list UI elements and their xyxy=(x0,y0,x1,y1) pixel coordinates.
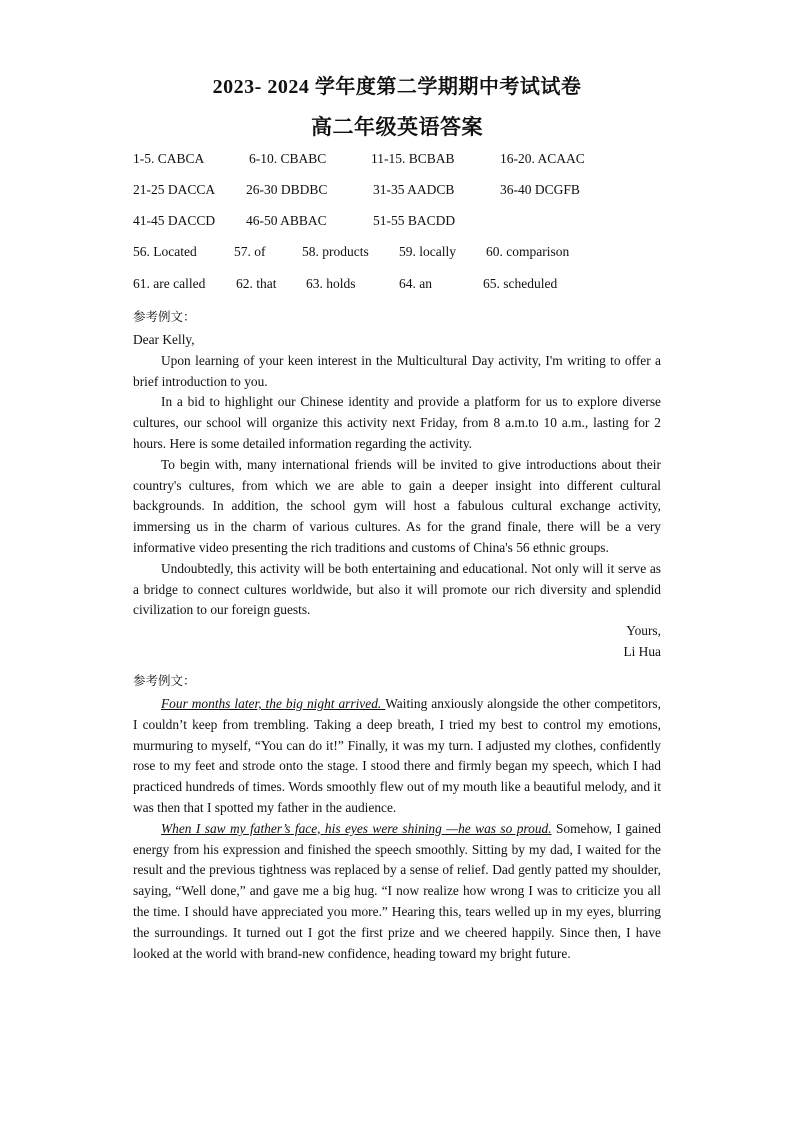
essay1-letter xyxy=(133,330,661,663)
letter-closing: Yours, xyxy=(626,623,661,639)
answer-group: 41-45 DACCD xyxy=(133,213,216,228)
answer-group: 58. products xyxy=(302,244,369,259)
answer-group: 60. comparison xyxy=(486,244,570,259)
answer-group: 51-55 BACDD xyxy=(373,213,456,228)
letter-paragraph: Upon learning of your keen interest in the Multicultural Day activity, I'm writing to offer a brief introduction to you. xyxy=(133,352,661,389)
answer-group: 26-30 DBDBC xyxy=(246,182,328,197)
letter-paragraph: Undoubtedly, this activity will be both entertaining and educational. Not only will it serve as a bridge to connect cultures worldwide, but also it will promote our rich diversity and splendid civilization to our foreign guests. xyxy=(133,560,661,618)
essay1-label: 参考例文： xyxy=(133,309,196,324)
story-paragraph xyxy=(133,694,661,819)
answer-group: 62. that xyxy=(236,276,277,291)
story-lead-sentence: When I saw my father’s face, his eyes were shining —he was so proud. xyxy=(161,820,552,836)
letter-signature: Li Hua xyxy=(623,643,661,659)
letter-paragraph: To begin with, many international friends will be invited to give introductions about their country's cultures, from which we are able to gain a deeper insight into different cultural backgrounds. In addition, the school gym will host a fabulous cultural exchange activity, immersing us in the charm of various cultures. As for the grand finale, there will be a very informative video presenting the rich traditions and customs of China's 56 ethnic groups. xyxy=(133,456,661,555)
answer-group: 21-25 DACCA xyxy=(133,182,216,197)
answer-group: 6-10. CBABC xyxy=(249,151,327,166)
answer-group: 36-40 DCGFB xyxy=(500,182,580,197)
answer-group: 56. Located xyxy=(133,244,197,259)
answer-group: 11-15. BCBAB xyxy=(371,151,455,166)
answer-key-title: 高二年级英语答案 xyxy=(311,115,483,139)
story-lead-sentence: Four months later, the big night arrived. xyxy=(161,696,386,711)
story-text: Waiting anxiously alongside the other competitors, I couldn’t keep from trembling. Taking a deep breath, I tried my best to control my emotions, murmuring to myself, “You can do it!” Finally, it was my turn. I adjusted my clothes, confidently rose to my feet and strode onto the stage. I stood there and firmly began my speech, which I had practiced hundreds of times. Words smoothly flew out of my mouth like a beautiful melody, and it was then that I spotted my father in the audience. xyxy=(133,696,661,815)
answer-group: 57. of xyxy=(234,244,266,259)
answer-group: 64. an xyxy=(399,276,432,291)
answer-group: 59. locally xyxy=(399,244,456,259)
essay2-story xyxy=(133,694,661,964)
story-paragraph xyxy=(133,819,661,965)
answer-group: 61. are called xyxy=(133,276,206,291)
answer-group: 31-35 AADCB xyxy=(373,182,455,197)
answer-group: 16-20. ACAAC xyxy=(500,151,585,166)
letter-paragraph: In a bid to highlight our Chinese identity and provide a platform for us to explore diverse cultures, our school will organize this activity next Friday, from 8 a.m.to 10 a.m., lasting for 2 hours. Here is some detailed information regarding the activity. xyxy=(133,394,661,451)
answer-group: 63. holds xyxy=(306,276,356,291)
story-text: Somehow, I gained energy from his expression and finished the speech smoothly. Sitting by my dad, I waited for the result and the previous tightness was replaced by a sense of relief. Dad gently patted my shoulder, saying, “Well done,” and gave me a big hug. “I now realize how wrong I was to criticize you all the time. I should have appreciated you more.” Hearing this, tears welled up in my eyes, blurring the surroundings. It turned out I got the first prize and we cheered happily. Since then, I have looked at the world with brand-new confidence, heading toward my bright future. xyxy=(133,820,661,961)
answer-group: 1-5. CABCA xyxy=(133,151,205,166)
answer-group: 46-50 ABBAC xyxy=(246,213,327,228)
letter-salutation: Dear Kelly, xyxy=(133,332,195,347)
answer-group: 65. scheduled xyxy=(483,276,558,291)
essay2-label: 参考例文： xyxy=(133,673,196,688)
exam-title: 2023- 2024 学年度第二学期期中考试试卷 xyxy=(212,76,582,98)
